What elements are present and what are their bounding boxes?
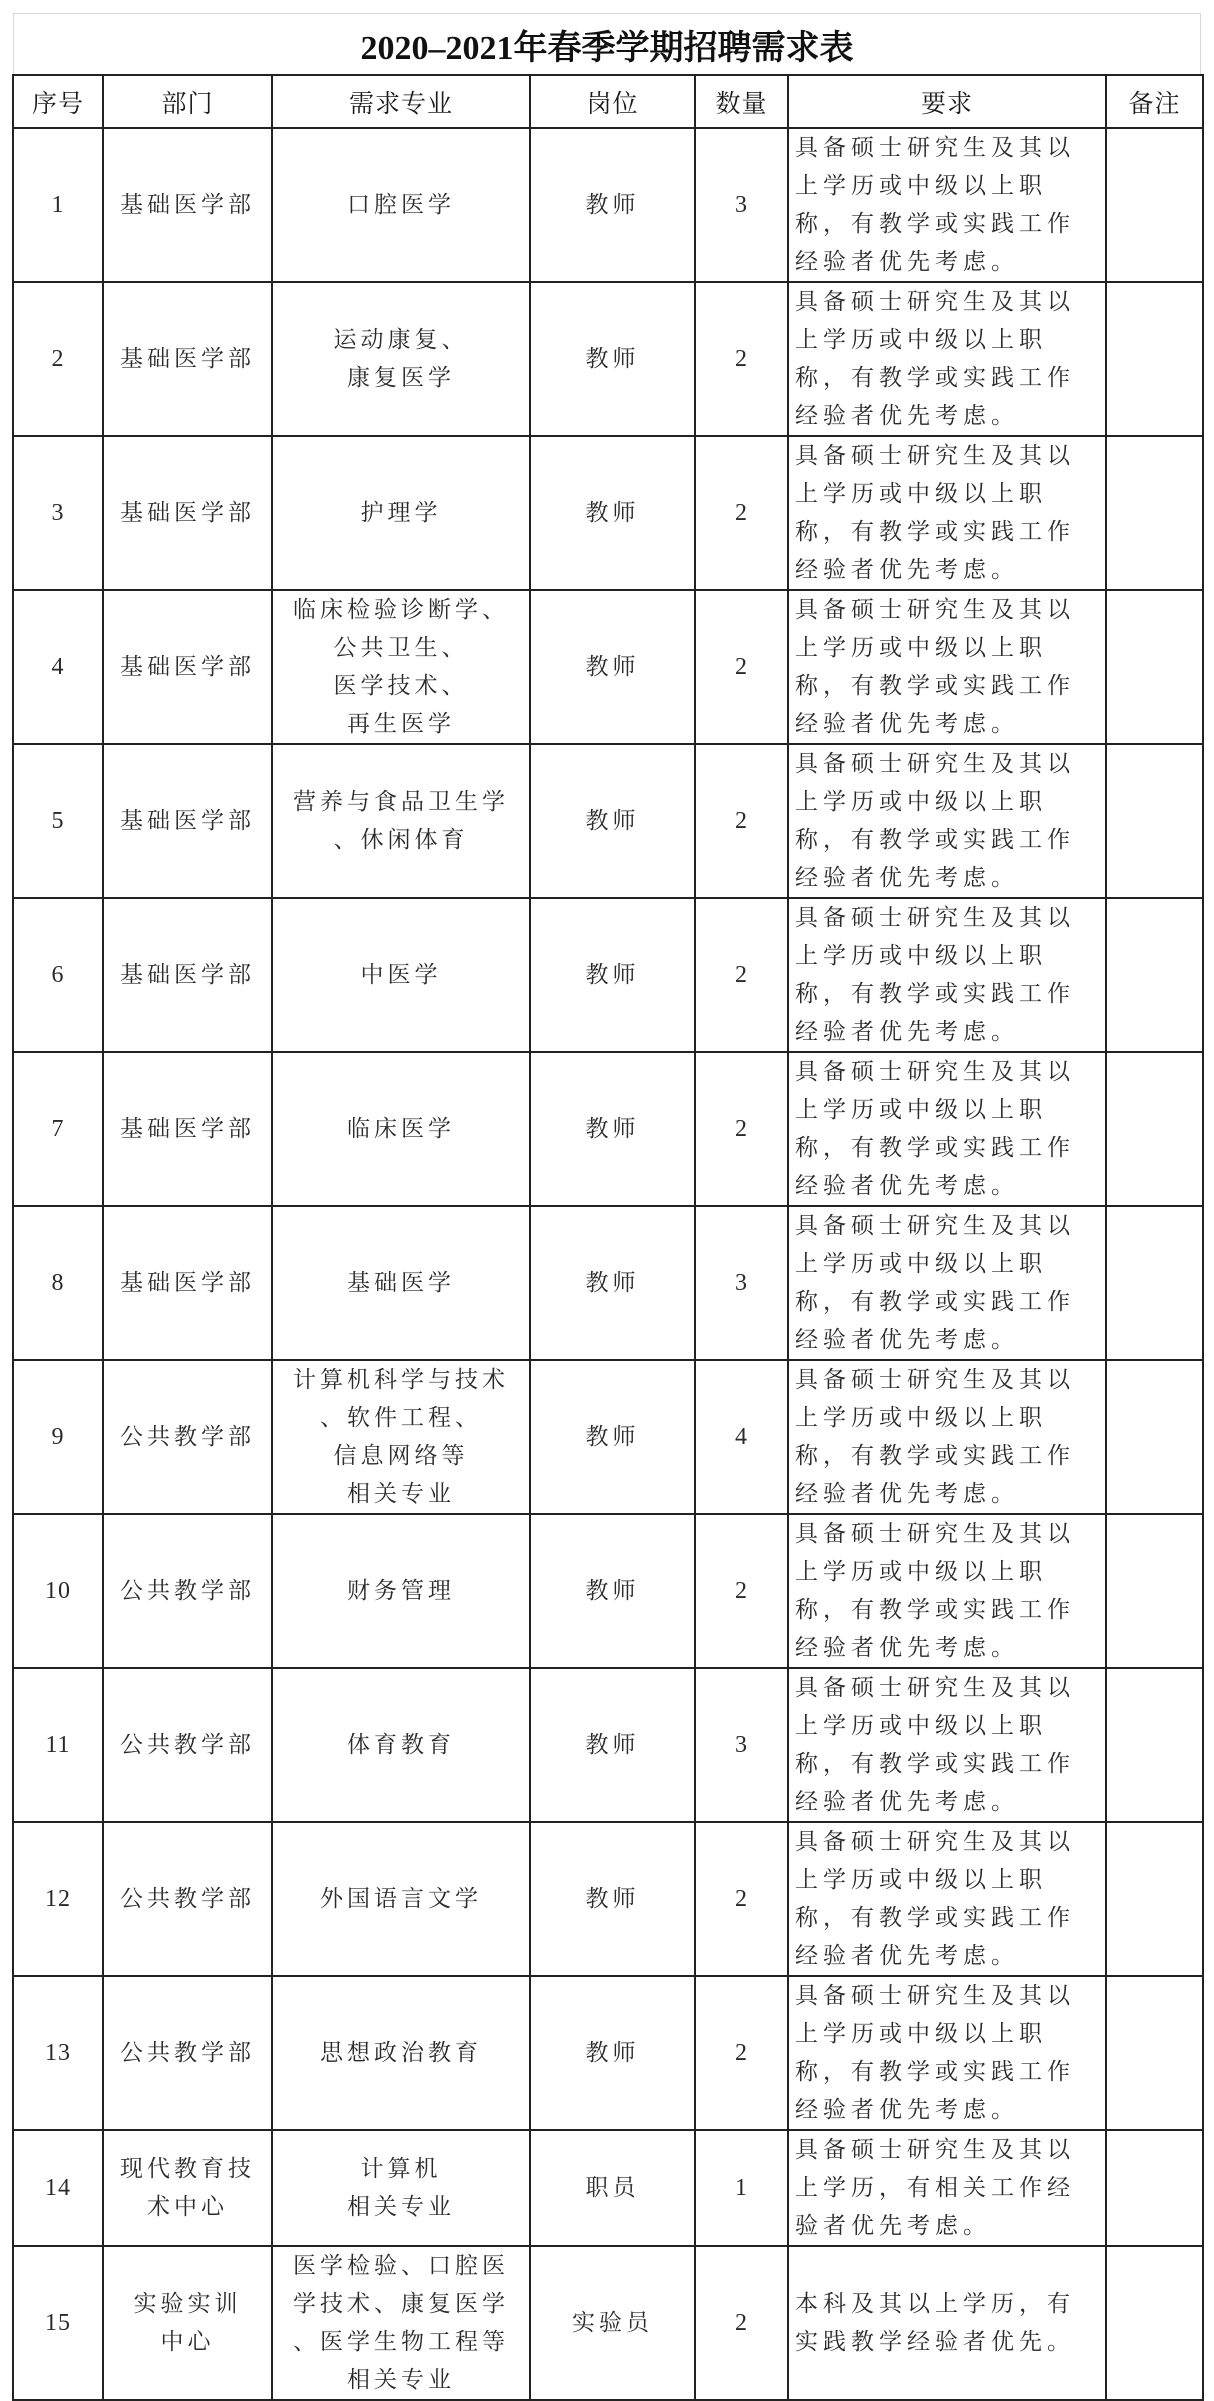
cell-major (272, 1360, 530, 1514)
cell-requirement-line: 具备硕士研究生及其以 (795, 1367, 1075, 1393)
cell-position: 实验员 (530, 2246, 695, 2400)
cell-department (103, 744, 272, 898)
cell-count: 2 (695, 2246, 788, 2400)
cell-major-line: 计算机科学与技术 (293, 1367, 509, 1393)
cell-major-line: 中医学 (360, 962, 442, 988)
cell-department-line: 实验实训 (133, 2291, 242, 2317)
cell-major-line: 、软件工程、 (320, 1405, 482, 1431)
cell-requirement-line: 称，有教学或实践工作 (795, 1289, 1075, 1315)
cell-department (103, 1668, 272, 1822)
cell-count: 2 (695, 1976, 788, 2130)
cell-department-line: 现代教育技 (120, 2156, 255, 2182)
cell-remark (1106, 898, 1203, 1052)
cell-position: 教师 (530, 1514, 695, 1668)
cell-major-line: 医学技术、 (333, 673, 469, 699)
cell-position: 教师 (530, 282, 695, 436)
cell-position: 职员 (530, 2130, 695, 2246)
cell-requirement-line: 验者优先考虑。 (795, 2213, 991, 2239)
cell-requirement (788, 128, 1106, 282)
cell-major (272, 2246, 530, 2400)
cell-department-line: 基础医学部 (120, 1116, 255, 1142)
cell-index: 11 (13, 1668, 103, 1822)
cell-count: 2 (695, 590, 788, 744)
cell-major-line: 思想政治教育 (320, 2040, 482, 2066)
cell-department (103, 436, 272, 590)
cell-major-line: 基础医学 (347, 1270, 455, 1296)
cell-position: 教师 (530, 128, 695, 282)
cell-index: 5 (13, 744, 103, 898)
cell-count: 2 (695, 436, 788, 590)
cell-remark (1106, 282, 1203, 436)
table-row (13, 898, 1203, 1052)
table-title: 2020–2021年春季学期招聘需求表 (13, 13, 1201, 74)
cell-major (272, 1668, 530, 1822)
cell-position: 教师 (530, 1052, 695, 1206)
cell-index: 12 (13, 1822, 103, 1976)
cell-requirement-line: 上学历或中级以上职 (795, 481, 1047, 507)
cell-requirement-line: 具备硕士研究生及其以 (795, 1675, 1075, 1701)
table-row (13, 2246, 1203, 2400)
cell-requirement-line: 上学历或中级以上职 (795, 943, 1047, 969)
cell-requirement-line: 称，有教学或实践工作 (795, 1135, 1075, 1161)
cell-requirement (788, 1514, 1106, 1668)
cell-requirement-line: 经验者优先考虑。 (795, 865, 1019, 891)
table-row (13, 1822, 1203, 1976)
cell-major (272, 2130, 530, 2246)
cell-requirement-line: 具备硕士研究生及其以 (795, 751, 1075, 777)
cell-department-line: 基础医学部 (120, 808, 255, 834)
cell-requirement-line: 称，有教学或实践工作 (795, 827, 1075, 853)
cell-remark (1106, 2246, 1203, 2400)
cell-department (103, 2246, 272, 2400)
cell-requirement-line: 具备硕士研究生及其以 (795, 1059, 1075, 1085)
cell-count: 1 (695, 2130, 788, 2246)
table-row (13, 128, 1203, 282)
cell-requirement-line: 本科及其以上学历，有 (795, 2291, 1075, 2317)
cell-requirement-line: 称，有教学或实践工作 (795, 673, 1075, 699)
cell-requirement-line: 经验者优先考虑。 (795, 1019, 1019, 1045)
cell-requirement-line: 上学历或中级以上职 (795, 1559, 1047, 1585)
cell-major-line: 临床医学 (347, 1116, 455, 1142)
cell-requirement-line: 具备硕士研究生及其以 (795, 1521, 1075, 1547)
cell-requirement-line: 具备硕士研究生及其以 (795, 1983, 1075, 2009)
cell-major-line: 、医学生物工程等 (293, 2329, 509, 2355)
cell-requirement-line: 上学历或中级以上职 (795, 1097, 1047, 1123)
cell-requirement-line: 称，有教学或实践工作 (795, 211, 1075, 237)
cell-remark (1106, 1976, 1203, 2130)
cell-index: 8 (13, 1206, 103, 1360)
cell-requirement-line: 经验者优先考虑。 (795, 1943, 1019, 1969)
cell-requirement-line: 称，有教学或实践工作 (795, 1597, 1075, 1623)
cell-requirement-line: 经验者优先考虑。 (795, 1481, 1019, 1507)
header-count: 数量 (695, 75, 788, 128)
cell-requirement-line: 称，有教学或实践工作 (795, 981, 1075, 1007)
cell-department (103, 1206, 272, 1360)
header-index: 序号 (13, 75, 103, 128)
cell-requirement (788, 1360, 1106, 1514)
cell-major-line: 体育教育 (347, 1732, 455, 1758)
cell-department-line: 公共教学部 (120, 1732, 255, 1758)
cell-index: 1 (13, 128, 103, 282)
cell-department-line: 术中心 (147, 2194, 228, 2220)
cell-count: 2 (695, 282, 788, 436)
table-row (13, 1976, 1203, 2130)
cell-requirement-line: 具备硕士研究生及其以 (795, 1213, 1075, 1239)
table-row (13, 282, 1203, 436)
header-position: 岗位 (530, 75, 695, 128)
cell-major-line: 学技术、康复医学 (293, 2291, 509, 2317)
cell-major-line: 临床检验诊断学、 (293, 597, 509, 623)
cell-position: 教师 (530, 436, 695, 590)
cell-major-line: 信息网络等 (333, 1443, 469, 1469)
cell-requirement-line: 经验者优先考虑。 (795, 403, 1019, 429)
header-requirement: 要求 (788, 75, 1106, 128)
cell-position: 教师 (530, 1206, 695, 1360)
cell-requirement (788, 590, 1106, 744)
cell-requirement-line: 称，有教学或实践工作 (795, 1751, 1075, 1777)
cell-requirement-line: 经验者优先考虑。 (795, 711, 1019, 737)
header-major: 需求专业 (272, 75, 530, 128)
cell-requirement-line: 上学历或中级以上职 (795, 327, 1047, 353)
cell-requirement-line: 具备硕士研究生及其以 (795, 135, 1075, 161)
cell-requirement-line: 经验者优先考虑。 (795, 557, 1019, 583)
cell-position: 教师 (530, 590, 695, 744)
cell-requirement-line: 经验者优先考虑。 (795, 1789, 1019, 1815)
cell-major-line: 护理学 (360, 500, 442, 526)
cell-department (103, 1360, 272, 1514)
cell-major (272, 1976, 530, 2130)
cell-department-line: 公共教学部 (120, 1424, 255, 1450)
cell-major-line: 医学检验、口腔医 (293, 2253, 509, 2279)
cell-index: 6 (13, 898, 103, 1052)
cell-requirement-line: 具备硕士研究生及其以 (795, 2137, 1075, 2163)
cell-requirement (788, 436, 1106, 590)
cell-major (272, 436, 530, 590)
cell-remark (1106, 1360, 1203, 1514)
cell-major (272, 898, 530, 1052)
cell-requirement (788, 1052, 1106, 1206)
cell-department (103, 2130, 272, 2246)
cell-requirement-line: 实践教学经验者优先。 (795, 2329, 1075, 2355)
cell-position: 教师 (530, 744, 695, 898)
cell-department (103, 590, 272, 744)
cell-index: 2 (13, 282, 103, 436)
cell-major-line: 、休闲体育 (333, 827, 469, 853)
cell-remark (1106, 2130, 1203, 2246)
cell-position: 教师 (530, 898, 695, 1052)
cell-position: 教师 (530, 1360, 695, 1514)
cell-major-line: 运动康复、 (333, 327, 469, 353)
cell-remark (1106, 1206, 1203, 1360)
header-department: 部门 (103, 75, 272, 128)
cell-requirement (788, 744, 1106, 898)
cell-requirement-line: 具备硕士研究生及其以 (795, 597, 1075, 623)
cell-department-line: 公共教学部 (120, 1578, 255, 1604)
cell-requirement-line: 具备硕士研究生及其以 (795, 905, 1075, 931)
cell-remark (1106, 128, 1203, 282)
cell-major-line: 营养与食品卫生学 (293, 789, 509, 815)
cell-requirement-line: 上学历或中级以上职 (795, 1713, 1047, 1739)
cell-index: 10 (13, 1514, 103, 1668)
cell-major-line: 计算机 (360, 2156, 442, 2182)
cell-major-line: 再生医学 (347, 711, 455, 737)
cell-requirement-line: 经验者优先考虑。 (795, 1173, 1019, 1199)
cell-requirement-line: 上学历或中级以上职 (795, 2021, 1047, 2047)
cell-department-line: 基础医学部 (120, 962, 255, 988)
cell-department-line: 基础医学部 (120, 192, 255, 218)
table-row (13, 744, 1203, 898)
cell-count: 2 (695, 898, 788, 1052)
cell-requirement-line: 具备硕士研究生及其以 (795, 443, 1075, 469)
table-row (13, 1668, 1203, 1822)
cell-major (272, 744, 530, 898)
table-body (13, 128, 1203, 2400)
cell-major (272, 282, 530, 436)
cell-count: 3 (695, 128, 788, 282)
recruitment-table-sheet (13, 13, 1201, 2401)
table-row (13, 590, 1203, 744)
cell-requirement-line: 上学历或中级以上职 (795, 173, 1047, 199)
cell-position: 教师 (530, 1822, 695, 1976)
table-row (13, 436, 1203, 590)
cell-requirement (788, 1668, 1106, 1822)
cell-major-line: 相关专业 (347, 2194, 455, 2220)
cell-major-line: 相关专业 (347, 2367, 455, 2393)
cell-department (103, 1514, 272, 1668)
cell-requirement (788, 282, 1106, 436)
recruitment-table (12, 74, 1204, 2401)
cell-requirement-line: 经验者优先考虑。 (795, 2097, 1019, 2123)
cell-count: 2 (695, 1052, 788, 1206)
cell-requirement (788, 2130, 1106, 2246)
cell-department-line: 基础医学部 (120, 1270, 255, 1296)
cell-count: 3 (695, 1206, 788, 1360)
cell-requirement-line: 上学历，有相关工作经 (795, 2175, 1075, 2201)
cell-department (103, 1976, 272, 2130)
cell-remark (1106, 1822, 1203, 1976)
cell-position: 教师 (530, 1668, 695, 1822)
cell-position: 教师 (530, 1976, 695, 2130)
cell-index: 9 (13, 1360, 103, 1514)
cell-major-line: 公共卫生、 (333, 635, 469, 661)
cell-remark (1106, 1668, 1203, 1822)
cell-requirement-line: 称，有教学或实践工作 (795, 519, 1075, 545)
cell-remark (1106, 436, 1203, 590)
table-row (13, 1514, 1203, 1668)
header-remark: 备注 (1106, 75, 1203, 128)
cell-department (103, 128, 272, 282)
cell-major (272, 590, 530, 744)
cell-requirement (788, 1822, 1106, 1976)
cell-major (272, 1206, 530, 1360)
cell-department-line: 基础医学部 (120, 500, 255, 526)
cell-department-line: 公共教学部 (120, 1886, 255, 1912)
cell-requirement-line: 称，有教学或实践工作 (795, 365, 1075, 391)
cell-requirement (788, 898, 1106, 1052)
table-row (13, 1360, 1203, 1514)
cell-remark (1106, 744, 1203, 898)
cell-department-line: 中心 (160, 2329, 215, 2355)
cell-major (272, 128, 530, 282)
cell-remark (1106, 1514, 1203, 1668)
cell-requirement-line: 经验者优先考虑。 (795, 249, 1019, 275)
cell-requirement-line: 经验者优先考虑。 (795, 1327, 1019, 1353)
cell-major (272, 1822, 530, 1976)
cell-requirement-line: 上学历或中级以上职 (795, 1405, 1047, 1431)
cell-department-line: 基础医学部 (120, 654, 255, 680)
cell-remark (1106, 1052, 1203, 1206)
cell-major-line: 口腔医学 (347, 192, 455, 218)
cell-count: 2 (695, 1822, 788, 1976)
cell-requirement-line: 经验者优先考虑。 (795, 1635, 1019, 1661)
cell-department (103, 898, 272, 1052)
cell-major (272, 1514, 530, 1668)
cell-requirement (788, 1976, 1106, 2130)
cell-requirement (788, 2246, 1106, 2400)
cell-requirement-line: 具备硕士研究生及其以 (795, 1829, 1075, 1855)
cell-major (272, 1052, 530, 1206)
header-row (13, 75, 1203, 128)
cell-index: 4 (13, 590, 103, 744)
cell-requirement-line: 称，有教学或实践工作 (795, 1905, 1075, 1931)
cell-count: 4 (695, 1360, 788, 1514)
cell-major-line: 康复医学 (347, 365, 455, 391)
cell-index: 15 (13, 2246, 103, 2400)
cell-requirement-line: 称，有教学或实践工作 (795, 1443, 1075, 1469)
cell-major-line: 相关专业 (347, 1481, 455, 1507)
cell-department-line: 公共教学部 (120, 2040, 255, 2066)
cell-remark (1106, 590, 1203, 744)
cell-requirement-line: 上学历或中级以上职 (795, 1251, 1047, 1277)
cell-requirement-line: 上学历或中级以上职 (795, 635, 1047, 661)
cell-count: 3 (695, 1668, 788, 1822)
cell-requirement-line: 上学历或中级以上职 (795, 1867, 1047, 1893)
cell-major-line: 外国语言文学 (320, 1886, 482, 1912)
cell-index: 14 (13, 2130, 103, 2246)
cell-department (103, 1052, 272, 1206)
table-row (13, 2130, 1203, 2246)
cell-count: 2 (695, 744, 788, 898)
cell-department-line: 基础医学部 (120, 346, 255, 372)
cell-index: 7 (13, 1052, 103, 1206)
cell-department (103, 282, 272, 436)
cell-major-line: 财务管理 (347, 1578, 455, 1604)
cell-index: 13 (13, 1976, 103, 2130)
cell-requirement-line: 具备硕士研究生及其以 (795, 289, 1075, 315)
table-row (13, 1206, 1203, 1360)
cell-requirement-line: 称，有教学或实践工作 (795, 2059, 1075, 2085)
table-row (13, 1052, 1203, 1206)
cell-count: 2 (695, 1514, 788, 1668)
cell-index: 3 (13, 436, 103, 590)
cell-requirement-line: 上学历或中级以上职 (795, 789, 1047, 815)
cell-department (103, 1822, 272, 1976)
cell-requirement (788, 1206, 1106, 1360)
